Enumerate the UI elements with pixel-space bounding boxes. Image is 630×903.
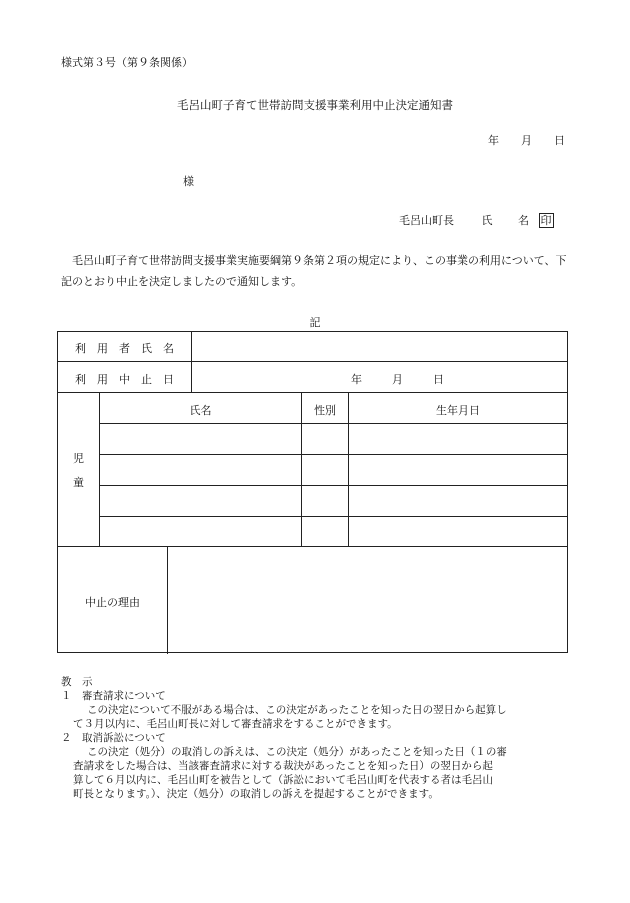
child-label-1: 児 — [73, 452, 84, 465]
instructions-item1-title: １ 審査請求について — [61, 690, 166, 702]
date-month-label: 月 — [521, 134, 532, 147]
instructions-item1-line: て３月以内に、毛呂山町長に対して審査請求をすることができます。 — [73, 718, 398, 730]
seal-mark: 印 — [540, 214, 552, 227]
table-divider — [58, 392, 567, 393]
instructions — [61, 675, 571, 801]
stop-date-field[interactable] — [351, 371, 444, 387]
stop-date-year: 年 — [351, 373, 362, 386]
instructions-item2-title: ２ 取消訴訟について — [61, 732, 166, 744]
name-label-1: 氏 — [481, 214, 493, 227]
notice-body: 毛呂山町子育て世帯訪問支援事業実施要綱第９条第２項の規定により、この事業の利用について、下記のとおり中止を決定しましたので通知します。 — [61, 254, 567, 288]
table-divider — [191, 361, 192, 392]
issuer-title: 毛呂山町長 — [399, 214, 454, 227]
table-divider — [99, 516, 567, 517]
document-title: 毛呂山町子育て世帯訪問支援事業利用中止決定通知書 — [177, 98, 453, 112]
name-label-2: 名 — [518, 214, 529, 227]
reason-label: 中止の理由 — [85, 596, 140, 609]
user-name-field[interactable] — [192, 332, 567, 361]
addressee-suffix: 様 — [183, 175, 194, 188]
instructions-heading: 教 示 — [61, 676, 93, 688]
table-divider — [99, 485, 567, 486]
child-header-birthdate: 生年月日 — [436, 404, 480, 417]
stop-date-month: 月 — [392, 373, 403, 386]
child-label-2: 童 — [73, 476, 84, 489]
date-day-label: 日 — [554, 134, 565, 147]
instructions-item1-line: この決定について不服がある場合は、この決定があったことを知った日の翌日から起算し — [87, 704, 507, 716]
instructions-item2-line: 査請求をした場合は、当該審査請求に対する裁決があったことを知った日）の翌日から起 — [73, 760, 493, 772]
details-table — [57, 331, 568, 653]
stop-date-label: 利 用 中 止 日 — [75, 373, 174, 386]
issuer-line — [399, 212, 554, 228]
reason-field[interactable] — [168, 547, 567, 652]
table-divider — [99, 423, 567, 424]
child-header-gender: 性別 — [314, 404, 336, 417]
issue-date — [488, 132, 565, 148]
instructions-item2-line: 算して６月以内に、毛呂山町を被告として（訴訟において毛呂山町を代表する者は毛呂山 — [73, 774, 493, 786]
date-year-label: 年 — [488, 134, 499, 147]
stop-date-day: 日 — [433, 373, 444, 386]
form-number: 様式第３号（第９条関係） — [61, 56, 193, 69]
child-header-name: 氏名 — [189, 404, 212, 417]
table-divider — [58, 361, 567, 362]
table-divider — [99, 454, 567, 455]
instructions-item2-line: この決定（処分）の取消しの訴えは、この決定（処分）があったことを知った日（１の審 — [87, 746, 507, 758]
ki-heading: 記 — [309, 316, 321, 329]
instructions-item2-line: 町長となります。）、決定（処分）の取消しの訴えを提起することができます。 — [73, 788, 439, 800]
user-name-label: 利 用 者 氏 名 — [75, 342, 174, 355]
